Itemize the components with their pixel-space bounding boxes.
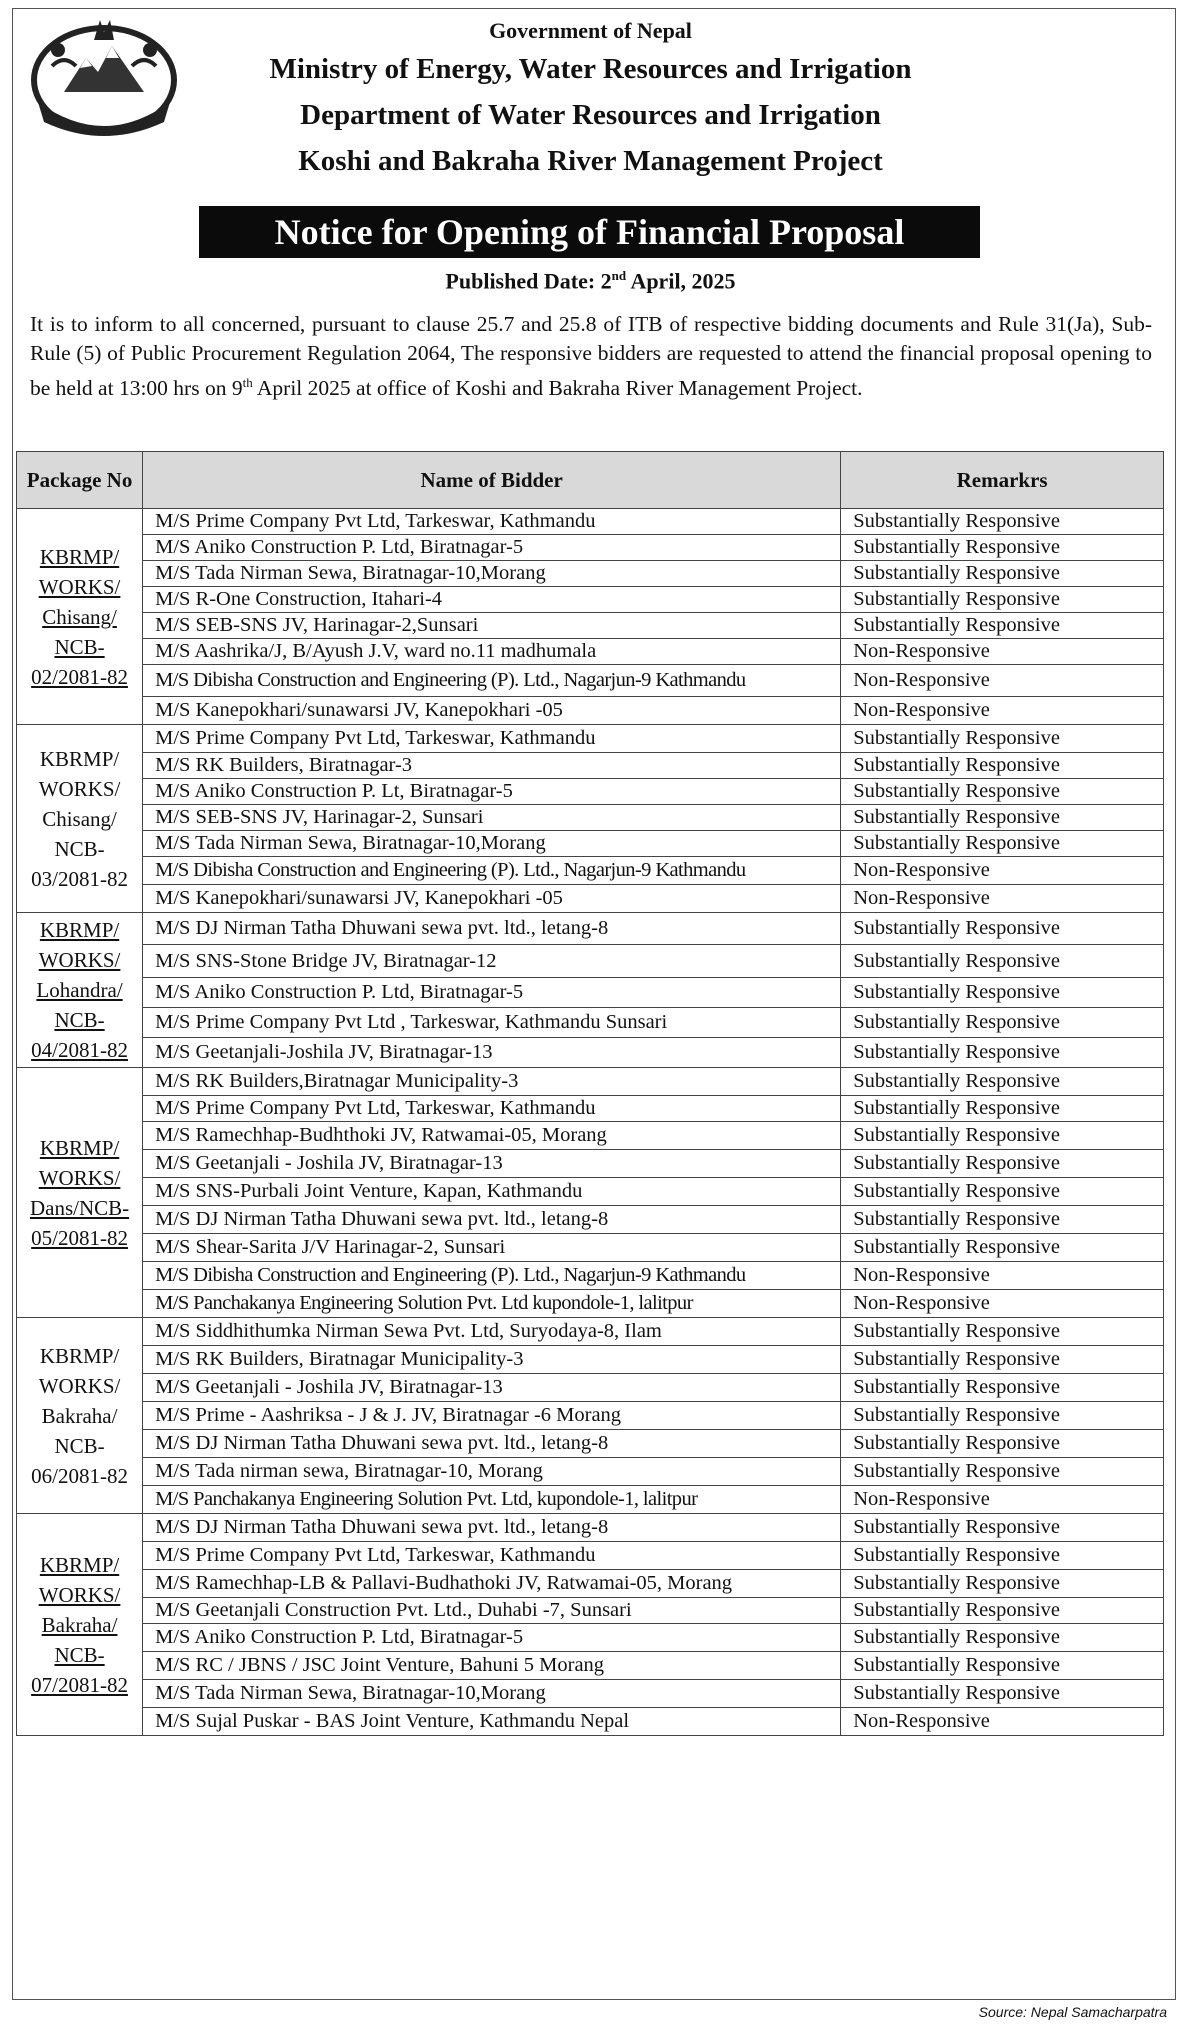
table-row	[17, 1262, 1164, 1290]
package-number-line: Lohandra/	[36, 978, 123, 1002]
package-number-cell	[17, 725, 143, 913]
table-row	[17, 1652, 1164, 1680]
package-number-line: NCB-	[54, 836, 105, 861]
table-row	[17, 1346, 1164, 1374]
table-row	[17, 1458, 1164, 1486]
bidder-name: M/S DJ Nirman Tatha Dhuwani sewa pvt. ltd., letang-8	[143, 1514, 841, 1542]
table-row	[17, 753, 1164, 779]
bidder-remark: Substantially Responsive	[841, 1206, 1164, 1234]
table-row	[17, 587, 1164, 613]
table-row	[17, 1122, 1164, 1150]
bidder-remark: Non-Responsive	[841, 665, 1164, 697]
bidder-name: M/S Panchakanya Engineering Solution Pvt. Ltd, kupondole-1, lalitpur	[143, 1486, 841, 1514]
bidder-remark: Substantially Responsive	[841, 587, 1164, 613]
table-row	[17, 977, 1164, 1007]
bidder-name: M/S RK Builders, Biratnagar Municipality-3	[143, 1346, 841, 1374]
table-row	[17, 697, 1164, 725]
package-number-line: NCB-	[54, 1008, 105, 1032]
bidder-name: M/S DJ Nirman Tatha Dhuwani sewa pvt. ltd., letang-8	[143, 913, 841, 945]
table-row	[17, 1068, 1164, 1096]
bidder-name: M/S Aniko Construction P. Lt, Biratnagar-5	[143, 779, 841, 805]
package-number-cell	[17, 913, 143, 1068]
table-row	[17, 1542, 1164, 1570]
table-row	[17, 805, 1164, 831]
bidder-remark: Substantially Responsive	[841, 1068, 1164, 1096]
header-remarks: Remarkrs	[841, 452, 1164, 509]
bidder-name: M/S Ramechhap-Budhthoki JV, Ratwamai-05, Morang	[143, 1122, 841, 1150]
package-number-line: WORKS/	[38, 574, 121, 599]
table-row	[17, 1037, 1164, 1067]
bidder-remark: Substantially Responsive	[841, 753, 1164, 779]
table-row	[17, 613, 1164, 639]
bidder-name: M/S Dibisha Construction and Engineering (P). Ltd., Nagarjun-9 Kathmandu	[143, 1262, 841, 1290]
table-row	[17, 1708, 1164, 1736]
bidder-name: M/S Dibisha Construction and Engineering (P). Ltd., Nagarjun-9 Kathmandu	[143, 665, 841, 697]
package-number-cell	[17, 1318, 143, 1514]
package-number-line: KBRMP/	[39, 1135, 120, 1160]
bidder-remark: Substantially Responsive	[841, 945, 1164, 977]
bidder-remark: Substantially Responsive	[841, 1624, 1164, 1652]
bidder-name: M/S Prime Company Pvt Ltd , Tarkeswar, Kathmandu Sunsari	[143, 1007, 841, 1037]
package-number-line: KBRMP/	[39, 1552, 120, 1577]
package-number-line: 06/2081-82	[31, 1463, 128, 1488]
bidder-name: M/S Aniko Construction P. Ltd, Biratnagar-5	[143, 1624, 841, 1652]
notice-header	[0, 16, 1181, 184]
bidder-remark: Substantially Responsive	[841, 1402, 1164, 1430]
bidder-name: M/S Geetanjali - Joshila JV, Biratnagar-13	[143, 1374, 841, 1402]
bidder-remark: Substantially Responsive	[841, 1178, 1164, 1206]
package-number-cell	[17, 1068, 143, 1318]
bidder-name: M/S Prime Company Pvt Ltd, Tarkeswar, Kathmandu	[143, 1096, 841, 1122]
bidder-name: M/S Geetanjali - Joshila JV, Biratnagar-13	[143, 1150, 841, 1178]
package-number-cell	[17, 509, 143, 725]
table-row	[17, 1206, 1164, 1234]
bidder-remark: Substantially Responsive	[841, 725, 1164, 753]
package-number-line: 04/2081-82	[31, 1038, 128, 1062]
bidder-name: M/S Kanepokhari/sunawarsi JV, Kanepokhari -05	[143, 697, 841, 725]
package-number-cell	[17, 1514, 143, 1736]
bidder-remark: Substantially Responsive	[841, 1346, 1164, 1374]
bidder-name: M/S RK Builders, Biratnagar-3	[143, 753, 841, 779]
bidder-remark: Non-Responsive	[841, 1708, 1164, 1736]
package-number-line: 05/2081-82	[31, 1225, 128, 1250]
table-row	[17, 945, 1164, 977]
header-name-of-bidder: Name of Bidder	[143, 452, 841, 509]
bidder-remark: Substantially Responsive	[841, 1318, 1164, 1346]
bidder-name: M/S Ramechhap-LB & Pallavi-Budhathoki JV, Ratwamai-05, Morang	[143, 1570, 841, 1598]
package-number-line: KBRMP/	[39, 746, 120, 771]
table-row	[17, 1430, 1164, 1458]
bidder-name: M/S Sujal Puskar - BAS Joint Venture, Kathmandu Nepal	[143, 1708, 841, 1736]
bidder-remark: Substantially Responsive	[841, 1234, 1164, 1262]
bidder-name: M/S DJ Nirman Tatha Dhuwani sewa pvt. ltd., letang-8	[143, 1430, 841, 1458]
bidder-name: M/S RK Builders,Biratnagar Municipality-3	[143, 1068, 841, 1096]
bidder-remark: Non-Responsive	[841, 1262, 1164, 1290]
package-number-line: Chisang/	[42, 806, 117, 831]
bidder-table	[16, 451, 1164, 1736]
bidder-name: M/S Prime Company Pvt Ltd, Tarkeswar, Kathmandu	[143, 509, 841, 535]
table-row	[17, 779, 1164, 805]
bidder-name: M/S Aniko Construction P. Ltd, Biratnagar-5	[143, 977, 841, 1007]
notice-title-banner: Notice for Opening of Financial Proposal	[199, 206, 980, 258]
package-number-line: 03/2081-82	[31, 866, 128, 891]
bidder-name: M/S Tada Nirman Sewa, Biratnagar-10,Morang	[143, 561, 841, 587]
table-row	[17, 535, 1164, 561]
bidder-name: M/S Kanepokhari/sunawarsi JV, Kanepokhari -05	[143, 885, 841, 913]
bidder-name: M/S Siddhithumka Nirman Sewa Pvt. Ltd, Suryodaya-8, Ilam	[143, 1318, 841, 1346]
table-row	[17, 639, 1164, 665]
table-row	[17, 1007, 1164, 1037]
bidder-name: M/S SNS-Stone Bridge JV, Biratnagar-12	[143, 945, 841, 977]
ministry-title: Ministry of Energy, Water Resources and Irrigation	[269, 53, 912, 85]
bidder-remark: Substantially Responsive	[841, 1570, 1164, 1598]
bidder-name: M/S Prime Company Pvt Ltd, Tarkeswar, Kathmandu	[143, 1542, 841, 1570]
table-row	[17, 1514, 1164, 1542]
bidder-remark: Substantially Responsive	[841, 1542, 1164, 1570]
bidder-remark: Non-Responsive	[841, 1486, 1164, 1514]
published-date: Published Date: 2nd April, 2025	[445, 268, 736, 294]
bidder-name: M/S Tada nirman sewa, Biratnagar-10, Morang	[143, 1458, 841, 1486]
table-row	[17, 665, 1164, 697]
table-row	[17, 1570, 1164, 1598]
table-row	[17, 1150, 1164, 1178]
bidder-remark: Substantially Responsive	[841, 1122, 1164, 1150]
table-row	[17, 1402, 1164, 1430]
table-row	[17, 1486, 1164, 1514]
package-number-line: NCB-	[54, 1433, 105, 1458]
bidder-name: M/S RC / JBNS / JSC Joint Venture, Bahuni 5 Morang	[143, 1652, 841, 1680]
bidder-remark: Substantially Responsive	[841, 1096, 1164, 1122]
package-number-line: 02/2081-82	[31, 664, 128, 689]
bidder-remark: Substantially Responsive	[841, 613, 1164, 639]
package-number-line: KBRMP/	[39, 918, 120, 942]
bidder-name: M/S Shear-Sarita J/V Harinagar-2, Sunsari	[143, 1234, 841, 1262]
bidder-remark: Substantially Responsive	[841, 977, 1164, 1007]
bidder-remark: Non-Responsive	[841, 639, 1164, 665]
bidder-name: M/S Dibisha Construction and Engineering (P). Ltd., Nagarjun-9 Kathmandu	[143, 857, 841, 885]
package-number-line: Dans/NCB-	[29, 1195, 130, 1220]
package-number-line: WORKS/	[38, 776, 121, 801]
table-row	[17, 885, 1164, 913]
bidder-remark: Substantially Responsive	[841, 535, 1164, 561]
header-package-no: Package No	[17, 452, 143, 509]
table-row	[17, 561, 1164, 587]
package-number-line: WORKS/	[38, 1165, 121, 1190]
table-row	[17, 1318, 1164, 1346]
package-number-line: WORKS/	[38, 1373, 121, 1398]
package-number-line: NCB-	[54, 634, 105, 659]
package-number-line: WORKS/	[38, 948, 121, 972]
bidder-name: M/S Geetanjali Construction Pvt. Ltd., Duhabi -7, Sunsari	[143, 1598, 841, 1624]
table-row	[17, 1234, 1164, 1262]
bidder-name: M/S SEB-SNS JV, Harinagar-2,Sunsari	[143, 613, 841, 639]
table-row	[17, 1624, 1164, 1652]
bidder-name: M/S Panchakanya Engineering Solution Pvt. Ltd kupondole-1, lalitpur	[143, 1290, 841, 1318]
department-title: Department of Water Resources and Irrigation	[300, 99, 881, 131]
bidder-name: M/S Prime - Aashriksa - J & J. JV, Biratnagar -6 Morang	[143, 1402, 841, 1430]
bidder-remark: Non-Responsive	[841, 857, 1164, 885]
bidder-remark: Non-Responsive	[841, 885, 1164, 913]
package-number-line: NCB-	[54, 1642, 105, 1667]
table-row	[17, 509, 1164, 535]
bidder-remark: Substantially Responsive	[841, 561, 1164, 587]
bidder-name: M/S Tada Nirman Sewa, Biratnagar-10,Morang	[143, 831, 841, 857]
bidder-remark: Substantially Responsive	[841, 779, 1164, 805]
bidder-remark: Substantially Responsive	[841, 1374, 1164, 1402]
table-row	[17, 1680, 1164, 1708]
bidder-remark: Substantially Responsive	[841, 1652, 1164, 1680]
table-row	[17, 1178, 1164, 1206]
bidder-remark: Substantially Responsive	[841, 1007, 1164, 1037]
bidder-remark: Substantially Responsive	[841, 1680, 1164, 1708]
bidder-remark: Substantially Responsive	[841, 1150, 1164, 1178]
bidder-name: M/S Aniko Construction P. Ltd, Biratnagar-5	[143, 535, 841, 561]
bidder-remark: Substantially Responsive	[841, 1037, 1164, 1067]
bidder-remark: Substantially Responsive	[841, 805, 1164, 831]
table-row	[17, 857, 1164, 885]
package-number-line: WORKS/	[38, 1582, 121, 1607]
bidder-name: M/S SEB-SNS JV, Harinagar-2, Sunsari	[143, 805, 841, 831]
bidder-remark: Substantially Responsive	[841, 831, 1164, 857]
bidder-remark: Non-Responsive	[841, 1290, 1164, 1318]
bidder-name: M/S Aashrika/J, B/Ayush J.V, ward no.11 madhumala	[143, 639, 841, 665]
bidder-name: M/S R-One Construction, Itahari-4	[143, 587, 841, 613]
bidder-remark: Substantially Responsive	[841, 1514, 1164, 1542]
package-number-line: Bakraha/	[41, 1403, 118, 1428]
package-number-line: Bakraha/	[41, 1612, 118, 1637]
package-number-line: KBRMP/	[39, 544, 120, 569]
bidder-remark: Substantially Responsive	[841, 509, 1164, 535]
bidder-remark: Substantially Responsive	[841, 1458, 1164, 1486]
package-number-line: 07/2081-82	[31, 1672, 128, 1697]
table-row	[17, 1290, 1164, 1318]
table-row	[17, 1374, 1164, 1402]
bidder-name: M/S SNS-Purbali Joint Venture, Kapan, Kathmandu	[143, 1178, 841, 1206]
source-credit: Source: Nepal Samacharpatra	[978, 2004, 1167, 2020]
bidder-name: M/S Geetanjali-Joshila JV, Biratnagar-13	[143, 1037, 841, 1067]
table-row	[17, 831, 1164, 857]
table-row	[17, 725, 1164, 753]
table-row	[17, 1598, 1164, 1624]
bidder-remark: Substantially Responsive	[841, 1430, 1164, 1458]
project-title: Koshi and Bakraha River Management Project	[298, 145, 883, 177]
bidder-remark: Substantially Responsive	[841, 1598, 1164, 1624]
package-number-line: KBRMP/	[39, 1343, 120, 1368]
bidder-name: M/S DJ Nirman Tatha Dhuwani sewa pvt. ltd., letang-8	[143, 1206, 841, 1234]
table-row	[17, 1096, 1164, 1122]
table-header-row	[17, 452, 1164, 509]
table-row	[17, 913, 1164, 945]
government-title: Government of Nepal	[489, 18, 692, 43]
bidder-remark: Substantially Responsive	[841, 913, 1164, 945]
bidder-remark: Non-Responsive	[841, 697, 1164, 725]
package-number-line: Chisang/	[42, 604, 117, 629]
bidder-name: M/S Tada Nirman Sewa, Biratnagar-10,Morang	[143, 1680, 841, 1708]
bidder-name: M/S Prime Company Pvt Ltd, Tarkeswar, Kathmandu	[143, 725, 841, 753]
intro-paragraph: It is to inform to all concerned, pursuant to clause 25.7 and 25.8 of ITB of respective bidding documents and Rule 31(Ja), Sub-Rule (5) of Public Procurement Regulation 2064, The responsive bidders are requested to attend the financial proposal opening to be held at 13:00 hrs on 9th April 2025 at office of Koshi and Bakraha River Management Project.	[30, 312, 1152, 401]
